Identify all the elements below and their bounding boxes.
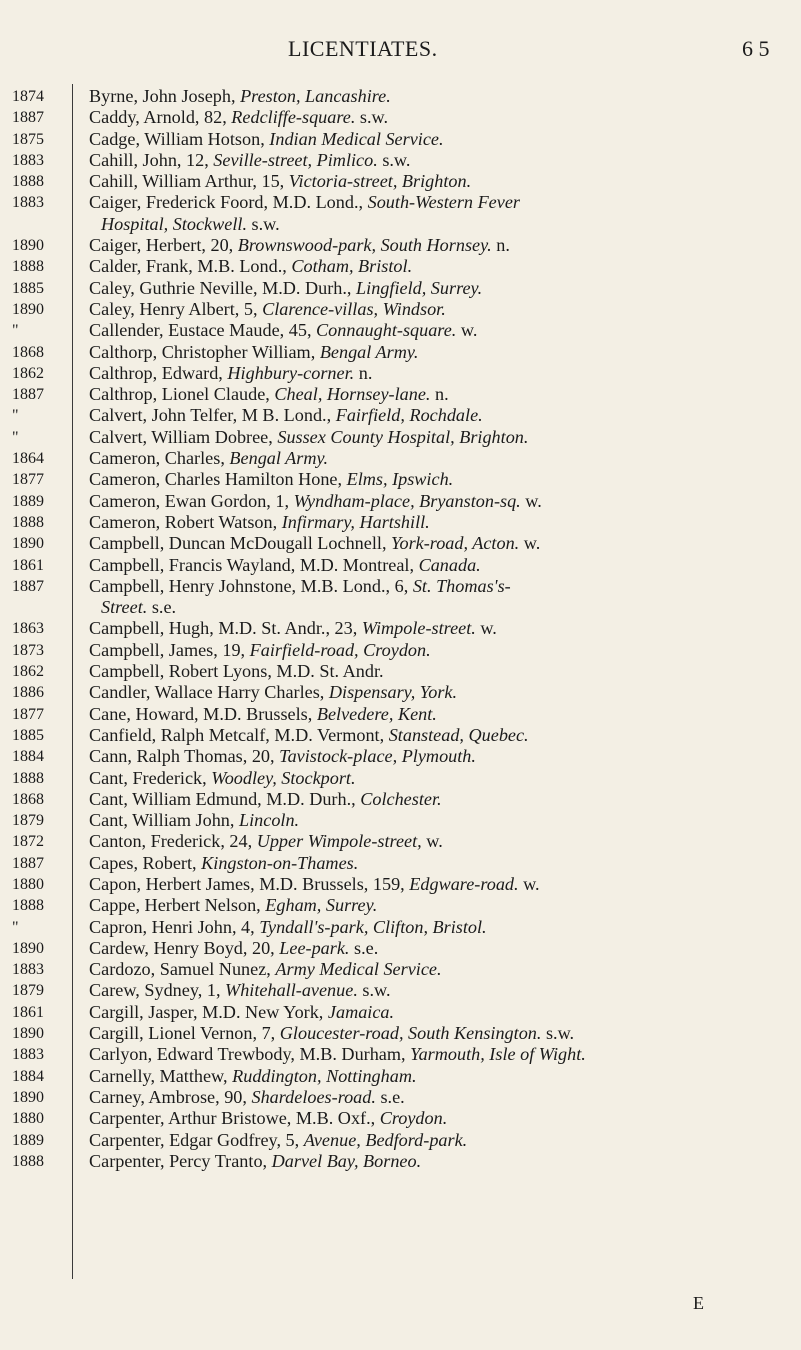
list-item — [0, 1108, 801, 1129]
entry-year: 1888 — [12, 897, 44, 915]
list-item — [0, 427, 801, 448]
entry-text — [78, 725, 799, 746]
entry-text — [78, 704, 799, 725]
licentiate-list — [0, 86, 801, 1172]
entry-year: 1887 — [12, 577, 44, 595]
entry-year: 1888 — [12, 513, 44, 531]
entry-address: Gloucester-road, South Kensington. — [279, 1023, 542, 1044]
entry-text — [78, 555, 799, 576]
entry-name: Carpenter, Percy Tranto, — [89, 1150, 272, 1171]
entry-text — [78, 405, 799, 426]
list-item — [0, 235, 801, 256]
entry-name: Campbell, Duncan McDougall Lochnell, — [89, 533, 392, 554]
entry-address: Fairfield, Rochdale. — [335, 405, 483, 426]
list-item — [0, 874, 801, 895]
list-item — [0, 810, 801, 831]
entry-name: Canton, Frederick, 24, — [89, 831, 257, 852]
list-item — [0, 831, 801, 852]
entry-year: 1888 — [12, 173, 44, 191]
entry-postal-district: s.e. — [147, 597, 177, 618]
entry-name: Cameron, Ewan Gordon, 1, — [89, 490, 294, 511]
running-title: LICENTIATES. — [288, 36, 438, 61]
entry-address: Tavistock-place, Plymouth. — [279, 746, 476, 767]
entry-year: 1880 — [12, 1110, 44, 1128]
entry-address-continued: Hospital, Stockwell. s.w. — [101, 213, 280, 234]
list-item — [0, 320, 801, 341]
entry-year: 1888 — [12, 1152, 44, 1170]
list-item — [0, 1151, 801, 1172]
entry-year: 1885 — [12, 279, 44, 297]
entry-address: South-Western Fever — [367, 192, 520, 213]
list-item — [0, 256, 801, 277]
entry-name: Caiger, Herbert, 20, — [89, 235, 238, 256]
entry-address: Clarence-villas, Windsor. — [262, 298, 446, 319]
entry-address: St. Thomas's- — [412, 575, 511, 596]
entry-postal-district: w. — [519, 533, 541, 554]
entry-name: Calthorp, Christopher William, — [89, 341, 320, 362]
entry-text — [78, 768, 799, 789]
entry-text — [78, 1087, 799, 1108]
entry-address: Redcliffe-square. — [231, 107, 356, 128]
entry-address-continued: Street. s.e. — [101, 597, 177, 618]
list-item — [0, 491, 801, 512]
entry-address: Lincoln. — [238, 810, 300, 831]
list-item — [0, 661, 801, 682]
entry-name: Caddy, Arnold, 82, — [89, 107, 232, 128]
entry-address: Woodley, Stockport. — [211, 767, 356, 788]
entry-name: Cahill, William Arthur, 15, — [89, 171, 289, 192]
list-item — [0, 405, 801, 426]
entry-address: Kingston-on-Thames. — [201, 852, 359, 873]
entry-postal-district: w. — [475, 618, 497, 639]
list-item — [0, 895, 801, 916]
entry-text — [78, 1066, 799, 1087]
page-number: 6 5 — [742, 36, 770, 61]
entry-address: Cotham, Bristol. — [291, 256, 413, 277]
entry-name: Carnelly, Matthew, — [89, 1065, 233, 1086]
entry-name: Campbell, Robert Lyons, M.D. St. Andr. — [89, 661, 384, 682]
entry-year: 1877 — [12, 705, 44, 723]
entry-name: Candler, Wallace Harry Charles, — [89, 682, 329, 703]
entry-name: Calthrop, Lionel Claude, — [89, 384, 275, 405]
entry-address: Jamaica. — [327, 1001, 395, 1022]
entry-text — [78, 533, 799, 554]
entry-text — [78, 107, 799, 128]
entry-address: Preston, Lancashire. — [240, 86, 391, 106]
entry-year: 1864 — [12, 450, 44, 468]
list-item — [0, 746, 801, 767]
entry-text — [78, 661, 799, 682]
list-item — [0, 469, 801, 490]
entry-text — [78, 320, 799, 341]
entry-address: Indian Medical Service. — [269, 128, 444, 149]
entry-text — [78, 235, 799, 256]
list-item — [0, 129, 801, 150]
entry-address: York-road, Acton. — [391, 533, 520, 554]
entry-postal-district: s.w. — [377, 149, 411, 170]
list-item — [0, 853, 801, 874]
entry-text — [78, 192, 799, 235]
entry-address: Stanstead, Quebec. — [388, 724, 529, 745]
list-item — [0, 917, 801, 938]
entry-year: 1883 — [12, 151, 44, 169]
entry-year: 1890 — [12, 237, 44, 255]
entry-address: Edgware-road. — [409, 873, 519, 894]
entry-year: 1862 — [12, 663, 44, 681]
entry-name: Calthrop, Edward, — [89, 362, 228, 383]
list-item — [0, 789, 801, 810]
entry-text — [78, 150, 799, 171]
entry-text — [78, 86, 799, 107]
entry-postal-district: w. — [518, 873, 540, 894]
page-header — [0, 36, 801, 66]
entry-name: Carlyon, Edward Trewbody, M.B. Durham, — [89, 1044, 411, 1065]
entry-postal-district: w. — [421, 831, 443, 852]
entry-year: 1887 — [12, 854, 44, 872]
entry-name: Carpenter, Arthur Bristowe, M.B. Oxf., — [89, 1108, 380, 1129]
entry-address: Bengal Army. — [229, 448, 329, 469]
entry-name: Campbell, Henry Johnstone, M.B. Lond., 6, — [89, 575, 413, 596]
entry-text — [78, 512, 799, 533]
list-item — [0, 192, 801, 235]
entry-text — [78, 427, 799, 448]
list-item — [0, 512, 801, 533]
entry-address: Lee-park. — [279, 937, 350, 958]
entry-year: 1884 — [12, 748, 44, 766]
entry-postal-district: n. — [354, 362, 373, 383]
list-item — [0, 576, 801, 619]
entry-name: Caley, Guthrie Neville, M.D. Durh., — [89, 277, 357, 298]
entry-year: 1868 — [12, 790, 44, 808]
entry-name: Cargill, Lionel Vernon, 7, — [89, 1023, 280, 1044]
entry-year: 1884 — [12, 1067, 44, 1085]
entry-text — [78, 469, 799, 490]
entry-address: Shardeloes-road. — [251, 1086, 376, 1107]
list-item — [0, 1044, 801, 1065]
entry-year: 1861 — [12, 556, 44, 574]
entry-name: Cameron, Charles Hamilton Hone, — [89, 469, 347, 490]
entry-year: 1883 — [12, 961, 44, 979]
entry-address: Wimpole-street. — [361, 618, 476, 639]
entry-text — [78, 129, 799, 150]
entry-text — [78, 618, 799, 639]
entry-year: 1885 — [12, 726, 44, 744]
entry-text — [78, 810, 799, 831]
entry-address: Colchester. — [360, 788, 442, 809]
entry-name: Cadge, William Hotson, — [89, 128, 270, 149]
entry-postal-district: s.w. — [247, 213, 280, 234]
entry-year: 1883 — [12, 194, 44, 212]
entry-text — [78, 895, 799, 916]
entry-address: Dispensary, York. — [328, 682, 458, 703]
entry-name: Calvert, John Telfer, M B. Lond., — [89, 405, 336, 426]
entry-year: 1872 — [12, 833, 44, 851]
entry-name: Byrne, John Joseph, — [89, 86, 241, 106]
entry-name: Cameron, Robert Watson, — [89, 511, 282, 532]
entry-name: Caiger, Frederick Foord, M.D. Lond., — [89, 192, 368, 213]
entry-name: Cant, William Edmund, M.D. Durh., — [89, 788, 361, 809]
list-item — [0, 1066, 801, 1087]
entry-text — [78, 384, 799, 405]
entry-address: Sussex County Hospital, Brighton. — [277, 426, 529, 447]
list-item — [0, 384, 801, 405]
entry-address: Tyndall's-park, Clifton, Bristol. — [259, 916, 487, 937]
entry-name: Callender, Eustace Maude, 45, — [89, 320, 317, 341]
list-item — [0, 938, 801, 959]
entry-address: Seville-street, Pimlico. — [213, 149, 378, 170]
entry-text — [78, 491, 799, 512]
entry-year: " — [12, 918, 19, 936]
signature-mark: E — [693, 1293, 704, 1313]
entry-text — [78, 789, 799, 810]
entry-year: 1890 — [12, 939, 44, 957]
entry-name: Carew, Sydney, 1, — [89, 980, 226, 1001]
entry-name: Capes, Robert, — [89, 852, 202, 873]
entry-name: Cappe, Herbert Nelson, — [89, 895, 266, 916]
entry-address: Fairfield-road, Croydon. — [249, 639, 431, 660]
entry-year: 1863 — [12, 620, 44, 638]
entry-postal-district: s.w. — [355, 107, 389, 128]
entry-name: Canfield, Ralph Metcalf, M.D. Vermont, — [89, 724, 389, 745]
entry-text — [78, 448, 799, 469]
list-item — [0, 107, 801, 128]
entry-address: Avenue, Bedford-park. — [303, 1129, 468, 1150]
entry-text — [78, 576, 799, 619]
list-item — [0, 533, 801, 554]
list-item — [0, 448, 801, 469]
entry-year: 1890 — [12, 300, 44, 318]
entry-postal-district: s.w. — [541, 1023, 575, 1044]
entry-year: 1862 — [12, 364, 44, 382]
entry-postal-district: s.w. — [357, 980, 391, 1001]
entry-postal-district: s.e. — [375, 1086, 405, 1107]
entry-text — [78, 363, 799, 384]
entry-year: " — [12, 407, 19, 425]
entry-text — [78, 682, 799, 703]
entry-name: Calvert, William Dobree, — [89, 426, 278, 447]
entry-address: Army Medical Service. — [275, 959, 442, 980]
entry-name: Cane, Howard, M.D. Brussels, — [89, 703, 317, 724]
list-item — [0, 86, 801, 107]
entry-postal-district: w. — [456, 320, 478, 341]
entry-text — [78, 640, 799, 661]
entry-address: Connaught-square. — [316, 320, 457, 341]
entry-name: Carpenter, Edgar Godfrey, 5, — [89, 1129, 304, 1150]
entry-text — [78, 959, 799, 980]
entry-text — [78, 746, 799, 767]
entry-name: Caley, Henry Albert, 5, — [89, 298, 263, 319]
entry-address: Ruddington, Nottingham. — [232, 1065, 417, 1086]
entry-address: Brownswood-park, South Hornsey. — [237, 235, 492, 256]
entry-postal-district: n. — [491, 235, 510, 256]
entry-address: Belvedere, Kent. — [316, 703, 437, 724]
entry-text — [78, 874, 799, 895]
entry-postal-district: w. — [520, 490, 542, 511]
entry-name: Campbell, Francis Wayland, M.D. Montreal, — [89, 554, 419, 575]
entry-text — [78, 1108, 799, 1129]
entry-year: 1874 — [12, 88, 44, 105]
list-item — [0, 980, 801, 1001]
entry-address: Elms, Ipswich. — [346, 469, 454, 490]
entry-year: 1886 — [12, 684, 44, 702]
entry-postal-district: n. — [430, 384, 449, 405]
entry-text — [78, 1002, 799, 1023]
entry-text — [78, 1130, 799, 1151]
entry-address: Egham, Surrey. — [265, 895, 378, 916]
entry-text — [78, 1044, 799, 1065]
entry-text — [78, 171, 799, 192]
entry-text — [78, 342, 799, 363]
entry-year: 1890 — [12, 535, 44, 553]
list-item — [0, 363, 801, 384]
entry-year: 1888 — [12, 769, 44, 787]
entry-address: Yarmouth, Isle of Wight. — [410, 1044, 586, 1065]
list-item — [0, 1130, 801, 1151]
entry-name: Calder, Frank, M.B. Lond., — [89, 256, 292, 277]
entry-year: 1889 — [12, 492, 44, 510]
entry-text — [78, 853, 799, 874]
entry-year: 1877 — [12, 471, 44, 489]
entry-name: Carney, Ambrose, 90, — [89, 1086, 252, 1107]
entry-year: 1875 — [12, 130, 44, 148]
entry-name: Capron, Henri John, 4, — [89, 916, 260, 937]
entry-year: 1890 — [12, 1088, 44, 1106]
entry-name: Capon, Herbert James, M.D. Brussels, 159, — [89, 873, 410, 894]
entry-address: Victoria-street, Brighton. — [288, 171, 472, 192]
entry-address: Infirmary, Hartshill. — [281, 511, 430, 532]
entry-year: 1888 — [12, 258, 44, 276]
entry-postal-district: s.e. — [349, 937, 379, 958]
entry-text — [78, 1151, 799, 1172]
entry-name: Cardozo, Samuel Nunez, — [89, 959, 276, 980]
entry-text — [78, 1023, 799, 1044]
entry-address: Highbury-corner. — [227, 362, 355, 383]
entry-text — [78, 938, 799, 959]
list-item — [0, 299, 801, 320]
entry-text — [78, 831, 799, 852]
entry-address: Whitehall-avenue. — [225, 980, 358, 1001]
entry-name: Cant, William John, — [89, 810, 239, 831]
list-item — [0, 959, 801, 980]
list-item — [0, 150, 801, 171]
entry-year: 1873 — [12, 641, 44, 659]
entry-name: Cant, Frederick, — [89, 767, 212, 788]
entry-address: Croydon. — [379, 1108, 448, 1129]
entry-text — [78, 299, 799, 320]
entry-year: 1883 — [12, 1046, 44, 1064]
entry-year: " — [12, 322, 19, 340]
entry-address: Bengal Army. — [319, 341, 419, 362]
entry-text — [78, 256, 799, 277]
entry-address: Lingfield, Surrey. — [356, 277, 483, 298]
entry-year: 1890 — [12, 1025, 44, 1043]
entry-text — [78, 278, 799, 299]
entry-name: Cargill, Jasper, M.D. New York, — [89, 1001, 328, 1022]
entry-year: 1879 — [12, 982, 44, 1000]
list-item — [0, 1087, 801, 1108]
entry-name: Cahill, John, 12, — [89, 149, 214, 170]
entry-year: 1887 — [12, 109, 44, 127]
list-item — [0, 1023, 801, 1044]
entry-name: Cardew, Henry Boyd, 20, — [89, 937, 280, 958]
entry-name: Cann, Ralph Thomas, 20, — [89, 746, 280, 767]
list-item — [0, 1002, 801, 1023]
entry-year: 1887 — [12, 386, 44, 404]
entry-text — [78, 917, 799, 938]
list-item — [0, 278, 801, 299]
entry-year: " — [12, 428, 19, 446]
entry-name: Cameron, Charles, — [89, 448, 230, 469]
list-item — [0, 555, 801, 576]
list-item — [0, 725, 801, 746]
entry-name: Campbell, Hugh, M.D. St. Andr., 23, — [89, 618, 362, 639]
list-item — [0, 682, 801, 703]
entry-year: 1879 — [12, 812, 44, 830]
entry-year: 1861 — [12, 1003, 44, 1021]
entry-address: Canada. — [418, 554, 481, 575]
list-item — [0, 768, 801, 789]
list-item — [0, 171, 801, 192]
list-item — [0, 618, 801, 639]
entry-address: Darvel Bay, Borneo. — [271, 1150, 422, 1171]
entry-address: Wyndham-place, Bryanston-sq. — [293, 490, 521, 511]
entry-year: 1889 — [12, 1131, 44, 1149]
entry-year: 1868 — [12, 343, 44, 361]
entry-address: Upper Wimpole-street, — [256, 831, 422, 852]
entry-text — [78, 980, 799, 1001]
entry-name: Campbell, James, 19, — [89, 639, 250, 660]
entry-address: Cheal, Hornsey-lane. — [274, 384, 431, 405]
entry-year: 1880 — [12, 875, 44, 893]
list-item — [0, 640, 801, 661]
list-item — [0, 342, 801, 363]
list-item — [0, 704, 801, 725]
